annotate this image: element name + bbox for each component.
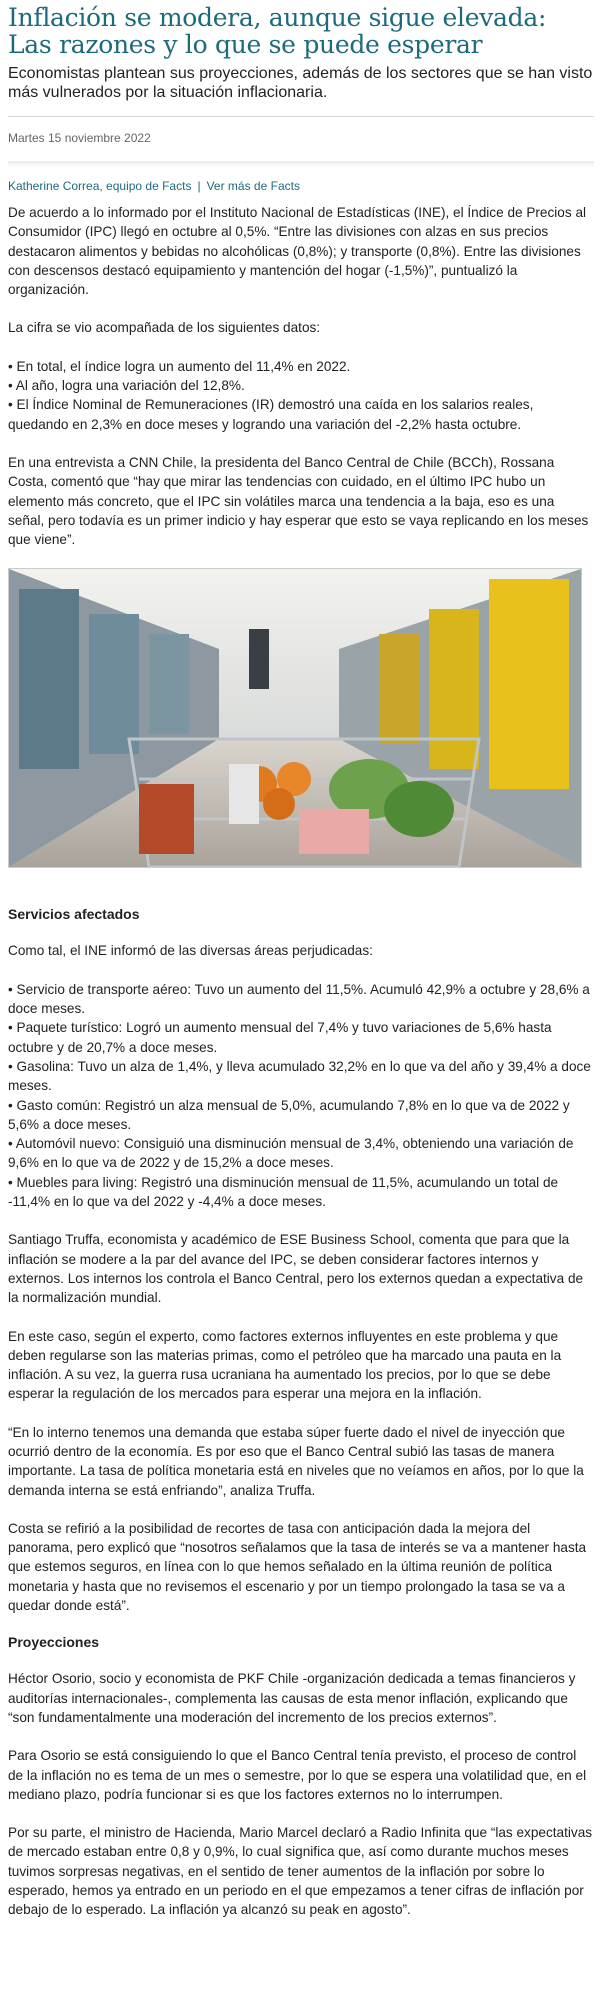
article-photo (8, 568, 594, 868)
supermarket-photo-illustration (9, 569, 581, 867)
paragraph: “En lo interno tenemos una demanda que estaba súper fuerte dado el nivel de inyección que ocurrió dentro de la economía. Es por eso que el Banco Central subió las tasas de manera importante. La tasa de política monetaria está en niveles que no veíamos en años, por lo que la demanda interna se está enfriando”, analiza Truffa. (8, 1424, 584, 1498)
paragraph: Para Osorio se está consiguiendo lo que el Banco Central tenía previsto, el proceso de control de la inflación no es tema de un mes o semestre, por lo que se espera una volatilidad que, en el mediano plazo, podría funcionar si es que los factores externos no lo interrumpen. (8, 1748, 587, 1802)
list-item: • Gasto común: Registró un alza mensual de 5,0%, acumulando 7,8% en lo que va de 2022 y 5,6% a doce meses. (8, 1097, 570, 1132)
paragraph: Santiago Truffa, economista y académico de ESE Business School, comenta que para que la inflación se modere a la par del avance del IPC, se deben considerar factores internos y externos. Los internos los controla el Banco Central, pero los externos quedan a expectativa de la normalización mundial. (8, 1232, 584, 1306)
list-item: • Gasolina: Tuvo un alza de 1,4%, y lleva acumulado 32,2% en lo que va del año y 39,4% a doce meses. (8, 1058, 591, 1094)
list-item: • El Índice Nominal de Remuneraciones (IR) demostró una caída en los salarios reales, quedando en 2,3% en doce meses y logrando una variación del -2,2% hasta octubre. (8, 397, 534, 432)
byline (8, 179, 594, 193)
article-title (8, 4, 594, 58)
more-facts-link[interactable]: Ver más de Facts (206, 179, 300, 193)
publish-date: Martes 15 noviembre 2022 (8, 131, 151, 145)
bullet-list (8, 980, 594, 1212)
paragraph: En este caso, según el experto, como factores externos influyentes en este problema y que deben regularse son las materias primas, como el petróleo que ha marcado una pauta en la inflación. A su vez, la guerra rusa ucraniana ha aumentado los precios, por lo que se debe esperar la regulación de los mercados para esperar una mejora en la inflación. (8, 1328, 562, 1402)
byline-separator: | (197, 179, 201, 193)
list-item: • Servicio de transporte aéreo: Tuvo un aumento del 11,5%. Acumuló 42,9% a octubre y 28,6% a doce meses. (8, 981, 590, 1017)
article-subtitle: Economistas plantean sus proyecciones, además de los sectores que se han visto más vulnerados por la situación inflacionaria. (8, 65, 593, 101)
list-item: • Automóvil nuevo: Consiguió una disminución mensual de 3,4%, obteniendo una variación de 9,6% en lo que va de 2022 y de 15,2% a doce meses. (8, 1136, 574, 1171)
list-item: • Al año, logra una variación del 12,8%. (8, 378, 245, 394)
paragraph: Como tal, el INE informó de las diversas áreas perjudicadas: (8, 943, 373, 959)
section-heading-projections: Proyecciones (8, 1634, 100, 1651)
paragraph: En una entrevista a CNN Chile, la presidenta del Banco Central de Chile (BCCh), Rossana Costa, comentó que “hay que mirar las tendencias con cuidado, en el último IPC hubo un elemento más concreto, que el IPC sin volátiles marca una tendencia a la baja, eso es una señal, pero todavía es un primer indicio y hay esperar que esto se vaya replicando en los meses que viene”. (8, 454, 589, 548)
title-line-2: Las razones y lo que se puede esperar (8, 30, 483, 59)
title-line-1: Inflación se modera, aunque sigue elevada: (8, 3, 547, 32)
paragraph: Héctor Osorio, socio y economista de PKF Chile -organización dedicada a temas financieros y auditorías internacionales-, complementa las causas de esta menor inflación, explicando que “son fundamentalmente una moderación del incremento de los precios externos”. (8, 1671, 576, 1725)
author-name: Katherine Correa, equipo de Facts (8, 179, 192, 193)
supermarket-cart-photo (8, 568, 582, 868)
divider (8, 116, 594, 117)
paragraph: La cifra se vio acompañada de los siguientes datos: (8, 320, 321, 336)
paragraph: De acuerdo a lo informado por el Instituto Nacional de Estadísticas (INE), el Índice de Precios al Consumidor (IPC) llegó en octubre al 0,5%. “Entre las divisiones con alzas en sus precios destacaron alimentos y bebidas no alcohólicas (0,8%); y transporte (0,8%). Entre las divisiones con descensos destacó equipamiento y mantención del hogar (-1,5%)”, puntualizó la organización. (8, 205, 587, 298)
paragraph: Por su parte, el ministro de Hacienda, Mario Marcel declaró a Radio Infinita que “las expectativas de mercado estaban entre 0,8 y 0,9%, lo cual significa que, así como durante muchos meses tuvimos sorpresas negativas, en el sentido de tener aumentos de la inflación por sobre lo esperado, hemos ya entrado en un periodo en el que empezamos a tener cifras de inflación por debajo de lo esperado. La inflación ya alcanzó su peak en agosto”. (8, 1825, 593, 1918)
list-item: • Paquete turístico: Logró un aumento mensual del 7,4% y tuvo variaciones de 5,6% hasta octubre y de 20,7% a doce meses. (8, 1020, 552, 1055)
list-item: • Muebles para living: Registró una disminución mensual de 11,5%, acumulando un total de -11,4% en lo que va del 2022 y -4,4% a doce meses. (8, 1174, 559, 1210)
section-heading-services: Servicios afectados (8, 906, 140, 923)
divider-shadow (8, 161, 594, 167)
bullet-list (8, 357, 594, 434)
paragraph: Costa se refirió a la posibilidad de recortes de tasa con anticipación dada la mejora del panorama, pero explicó que “nosotros señalamos que la tasa de interés se va a mantener hasta que estemos seguros, en línea con lo que hemos señalado en la última reunión de política monetaria y hasta que no revisemos el escenario y por un tiempo prolongado la tasa se va a quedar donde está”. (8, 1520, 587, 1614)
list-item: • En total, el índice logra un aumento del 11,4% en 2022. (8, 358, 351, 374)
article (0, 4, 601, 1920)
